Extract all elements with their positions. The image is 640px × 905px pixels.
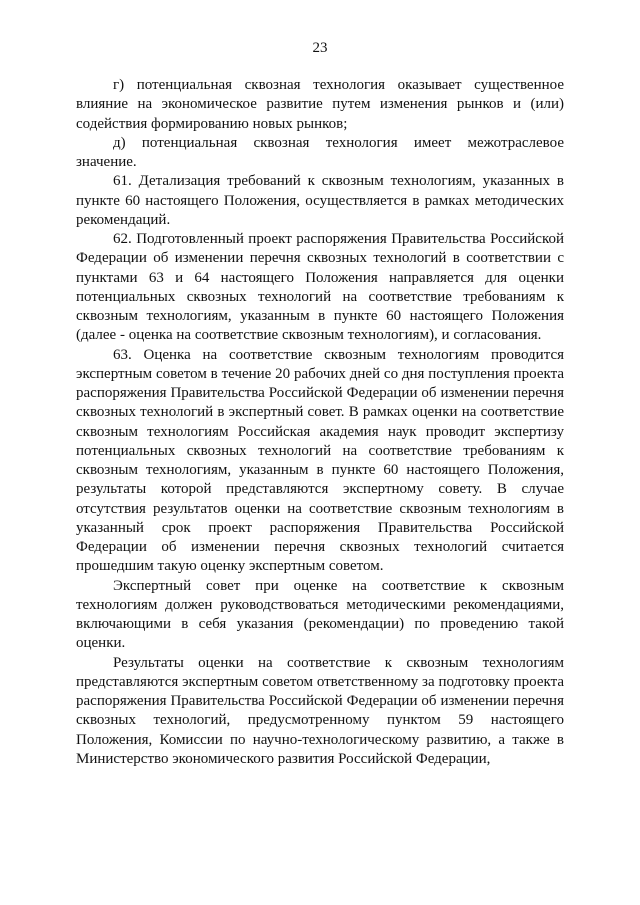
paragraph-61: 61. Детализация требований к сквозным технологиям, указанных в пункте 60 настоящего Положения, осуществляется в рамках методических рекомендаций. <box>76 173 564 228</box>
paragraph-assessment-results: Результаты оценки на соответствие к сквозным технологиям представляются экспертным советом ответственному за подготовку проекта распоряжения Правительства Российской Федерации об изменении перечня сквозных технологий, предусмотренному пунктом 59 настоящего Положения, Комиссии по научно-технологическому развитию, а также в Министерство экономического развития Российской Федерации, <box>76 654 564 767</box>
document-body <box>76 76 564 769</box>
page-number: 23 <box>312 40 328 56</box>
paragraph-expert-council-guidance: Экспертный совет при оценке на соответствие к сквозным технологиям должен руководствоваться методическими рекомендациями, включающими в себя указания (рекомендации) по проведению такой оценки. <box>76 577 564 652</box>
paragraph-62: 62. Подготовленный проект распоряжения Правительства Российской Федерации об изменении перечня сквозных технологий в соответствии с пунктами 63 и 64 настоящего Положения направляется для оценки потенциальных сквозных технологий на соответствие требованиям к сквозным технологиям, указанным в пункте 60 настоящего Положения (далее - оценка на соответствие сквозным технологиям), и согласования. <box>76 231 564 344</box>
paragraph-63: 63. Оценка на соответствие сквозным технологиям проводится экспертным советом в течение 20 рабочих дней со дня поступления проекта распоряжения Правительства Российской Федерации об изменении перечня сквозных технологий в экспертный совет. В рамках оценки на соответствие сквозным технологиям Российская академия наук проводит экспертизу потенциальных сквозных технологий на соответствие требованиям к сквозным технологиям, указанным в пункте 60 настоящего Положения, результаты которой представляются экспертному совету. В случае отсутствия результатов оценки на соответствие сквозным технологиям в указанный срок проект распоряжения Правительства Российской Федерации об изменении перечня сквозных технологий считается прошедшим такую оценку экспертным советом. <box>76 346 564 575</box>
paragraph-item-g: г) потенциальная сквозная технология оказывает существенное влияние на экономическое развитие путем изменения рынков и (или) содействия формированию новых рынков; <box>76 77 564 132</box>
paragraph-item-d: д) потенциальная сквозная технология имеет межотраслевое значение. <box>76 134 564 170</box>
